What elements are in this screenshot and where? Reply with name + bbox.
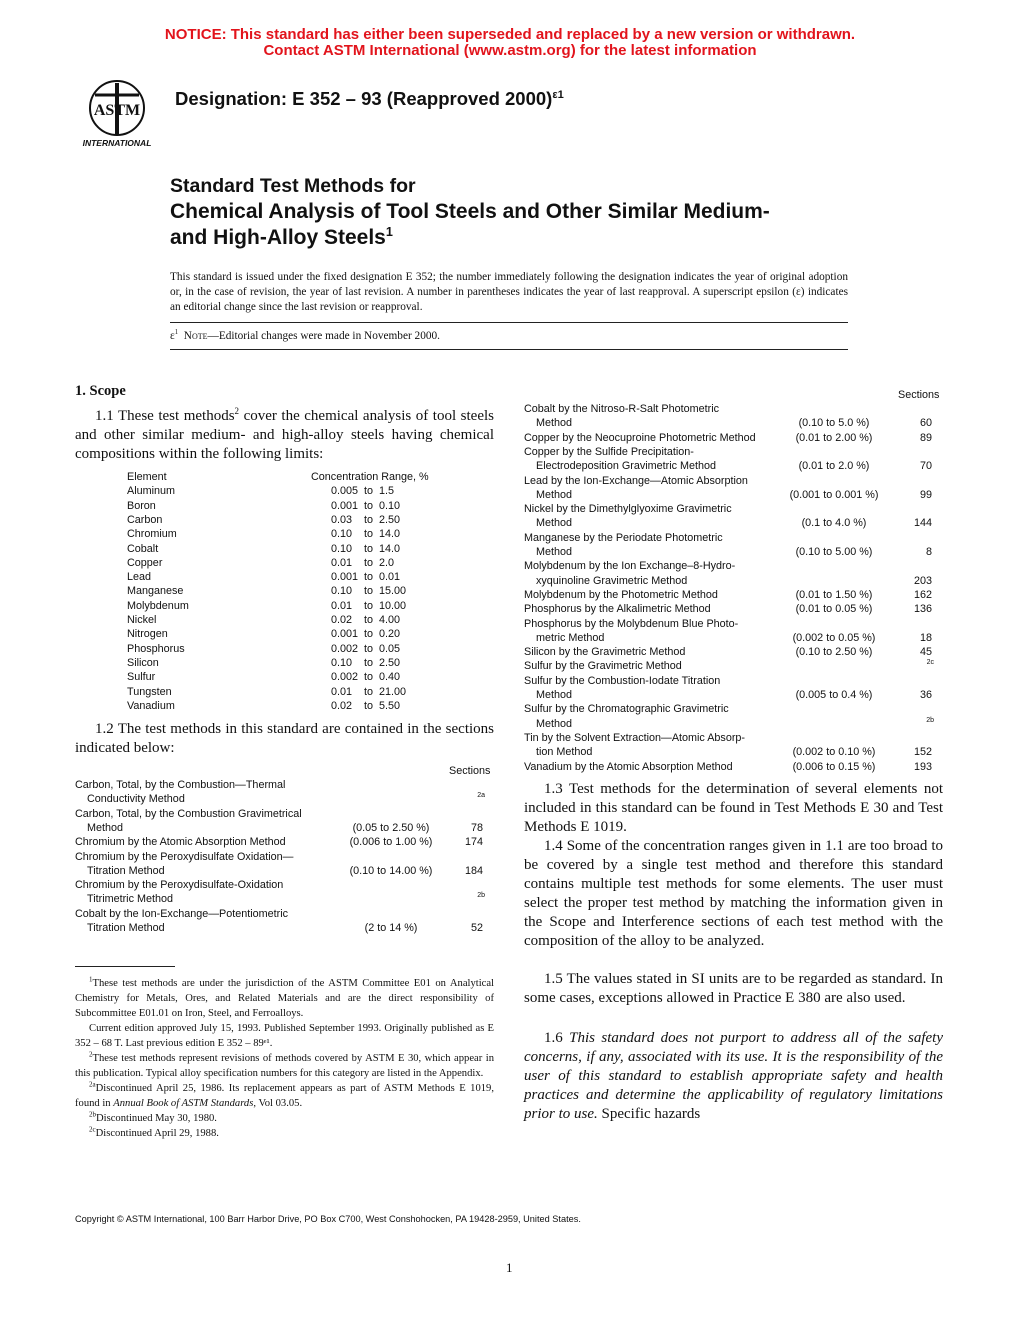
copyright: Copyright © ASTM International, 100 Barr Harbor Drive, PO Box C700, West Conshohocken, PA 19428-2959, United States. bbox=[75, 1214, 581, 1224]
method-name-cont: tion Method bbox=[536, 746, 593, 759]
method-range: (0.10 to 5.0 %) bbox=[798, 417, 870, 430]
limits-low: 0.001 bbox=[331, 628, 359, 641]
limits-high: 2.0 bbox=[379, 556, 395, 569]
limits-low: 0.005 bbox=[331, 485, 359, 498]
footnote bbox=[75, 976, 494, 1021]
method-name-cont: Method bbox=[87, 821, 124, 834]
limits-element: Aluminum bbox=[127, 485, 176, 498]
page-number: 1 bbox=[506, 1260, 513, 1275]
footnote-tail: , Vol 03.05. bbox=[253, 1098, 303, 1109]
limits-to: to bbox=[364, 585, 374, 598]
method-section: 174 bbox=[464, 836, 483, 849]
method-name: Manganese by the Periodate Photometric bbox=[524, 531, 723, 544]
method-range: (0.10 to 2.50 %) bbox=[795, 646, 873, 659]
method-range: (0.006 to 1.00 %) bbox=[349, 836, 433, 849]
footnote bbox=[75, 1111, 494, 1126]
limits-high: 4.00 bbox=[379, 614, 401, 626]
limits-to: to bbox=[364, 671, 374, 684]
limits-element: Nickel bbox=[127, 614, 157, 626]
limits-high: 0.05 bbox=[379, 642, 401, 655]
method-name: Carbon, Total, by the Combustion Gravimetrical bbox=[75, 807, 302, 820]
method-range: (0.01 to 0.05 %) bbox=[795, 603, 873, 616]
limits-low: 0.001 bbox=[331, 571, 359, 584]
footnote bbox=[75, 1081, 494, 1111]
limits-to: to bbox=[364, 499, 374, 512]
limits-to: to bbox=[364, 528, 374, 541]
method-section: 70 bbox=[919, 460, 932, 473]
method-range: (0.10 to 14.00 %) bbox=[349, 864, 433, 877]
method-range: (0.001 to 0.001 %) bbox=[789, 488, 879, 501]
method-section: 203 bbox=[913, 574, 932, 587]
limits-element: Carbon bbox=[127, 513, 163, 526]
limits-low: 0.02 bbox=[331, 614, 353, 626]
limits-to: to bbox=[364, 642, 374, 655]
method-range: (0.002 to 0.10 %) bbox=[792, 746, 876, 759]
divider-top bbox=[170, 322, 848, 323]
method-section: 144 bbox=[913, 517, 932, 530]
limits-element: Silicon bbox=[127, 656, 159, 669]
limits-high: 15.00 bbox=[379, 585, 407, 598]
limits-high: 14.0 bbox=[379, 528, 401, 541]
limits-low: 0.01 bbox=[331, 685, 353, 698]
limits-low: 0.01 bbox=[331, 599, 353, 612]
title-line-1: Standard Test Methods for bbox=[170, 175, 416, 197]
method-name: Phosphorus by the Molybdenum Blue Photo- bbox=[524, 617, 739, 630]
limits-element: Manganese bbox=[127, 585, 184, 598]
limits-to: to bbox=[364, 485, 374, 498]
footnote-rule bbox=[75, 966, 175, 967]
paragraph-1-3: 1.3 Test methods for the determination of several elements not included in this standard can be found in Test Methods E 30 and Test Methods E 1019. bbox=[524, 781, 943, 835]
limits-high: 2.50 bbox=[379, 513, 401, 526]
limits-low: 0.10 bbox=[331, 528, 353, 541]
method-name-cont: Method bbox=[536, 717, 573, 730]
astm-logo bbox=[75, 75, 160, 150]
method-name: Cobalt by the Nitroso-R-Salt Photometric bbox=[524, 403, 720, 415]
title-main bbox=[170, 199, 870, 251]
method-name: Copper by the Sulfide Precipitation- bbox=[524, 445, 694, 458]
limits-low: 0.02 bbox=[331, 699, 353, 712]
footnote-text: These test methods represent revisions of methods covered by ASTM E 30, which appear in this publication. Typical alloy specification numbers for this category are listed in the Appendix. bbox=[75, 1053, 494, 1079]
limits-to: to bbox=[364, 513, 374, 526]
method-name: Chromium by the Peroxydisulfate-Oxidation bbox=[75, 879, 284, 892]
limits-to: to bbox=[364, 571, 374, 584]
limits-to: to bbox=[364, 542, 374, 555]
limits-element: Cobalt bbox=[127, 542, 159, 555]
method-name-cont: Method bbox=[536, 546, 573, 558]
limits-low: 0.001 bbox=[331, 499, 359, 512]
designation: Designation: E 352 – 93 (Reapproved 2000)$^{\varepsilon 1}$ bbox=[175, 88, 564, 109]
limits-high: 0.01 bbox=[379, 571, 401, 584]
limits-high: 0.10 bbox=[379, 499, 401, 512]
limits-header-element: Element bbox=[127, 471, 167, 483]
method-name: Copper by the Neocuproine Photometric Method bbox=[524, 431, 756, 444]
method-range: (0.1 to 4.0 %) bbox=[801, 517, 867, 530]
method-name: Silicon by the Gravimetric Method bbox=[524, 646, 686, 659]
limits-low: 0.01 bbox=[331, 556, 353, 569]
title-line-2: Chemical Analysis of Tool Steels and Other Similar Medium- bbox=[170, 200, 770, 223]
limits-high: 2.50 bbox=[379, 656, 401, 669]
method-name-cont: metric Method bbox=[536, 631, 605, 644]
limits-high: 5.50 bbox=[379, 699, 401, 712]
method-range: (0.01 to 2.0 %) bbox=[798, 460, 870, 473]
footnote-text: Discontinued April 25, 1986. Its replacement appears as part of ASTM Methods E 1019, found in bbox=[75, 1083, 494, 1109]
method-name-cont: Titration Method bbox=[87, 864, 165, 877]
method-name-cont: Method bbox=[536, 689, 573, 701]
paragraph-1-6: 1.6 This standard does not purport to address all of the safety concerns, if any, associated with its use. It is the responsibility of the user of this standard to establish appropriate safety and health practices and determine the applicability of regulatory limitations prior to use. Specific hazards bbox=[524, 1030, 944, 1122]
limits-to: to bbox=[364, 699, 374, 712]
footnote-italic: Annual Book of ASTM Standards bbox=[113, 1098, 254, 1109]
limits-element: Chromium bbox=[127, 528, 177, 541]
limits-low: 0.002 bbox=[331, 642, 359, 655]
footnote-text: These test methods are under the jurisdiction of the ASTM Committee E01 on Analytical Chemistry for Metals, Ores, and Related Materials and are the direct responsibility of Subcommittee E01.01 on Iron, Steel, and Ferroalloys. bbox=[75, 978, 494, 1019]
method-section: 162 bbox=[913, 588, 932, 601]
method-range: (0.005 to 0.4 %) bbox=[795, 689, 873, 701]
paragraph-1-4: 1.4 Some of the concentration ranges given in 1.1 are too broad to be covered by a single test method and therefore this standard contains multiple test methods for some elements. The user must select the proper test method by matching the information given in the Scope and Interference sections of each test method with the composition of the alloy to be analyzed. bbox=[524, 838, 943, 949]
footnote-mark: 2c bbox=[89, 1125, 96, 1134]
method-section: 18 bbox=[919, 631, 932, 644]
limits-high: 14.0 bbox=[379, 542, 401, 555]
method-section: 2c bbox=[926, 659, 934, 667]
limits-to: to bbox=[364, 628, 374, 641]
designation-sup: ε1 bbox=[552, 88, 564, 101]
footnote bbox=[75, 1126, 494, 1141]
limits-element: Sulfur bbox=[127, 671, 156, 684]
method-section: 193 bbox=[913, 760, 932, 773]
paragraph-1-5: 1.5 The values stated in SI units are to be regarded as standard. In some cases, exceptions allowed in Practice E 380 are also used. bbox=[524, 971, 943, 1006]
limits-to: to bbox=[364, 614, 374, 626]
limits-to: to bbox=[364, 556, 374, 569]
method-section: 89 bbox=[919, 431, 932, 444]
method-name-cont: Titration Method bbox=[87, 922, 165, 934]
method-name-cont: Titrimetric Method bbox=[87, 893, 173, 906]
footnote-text: Current edition approved July 15, 1993. Published September 1993. Originally published as E 352 – 68 T. Last previous edition E 352 – 89ᵉ¹. bbox=[75, 1023, 494, 1049]
notice-line-2: Contact ASTM International (www.astm.org) for the latest information bbox=[263, 42, 757, 59]
method-section: 2b bbox=[926, 716, 934, 724]
footnotes bbox=[75, 976, 494, 1141]
limits-high: 0.40 bbox=[379, 671, 401, 684]
method-section: 136 bbox=[913, 603, 932, 616]
limits-header-range: Concentration Range, % bbox=[311, 471, 429, 483]
limits-element: Tungsten bbox=[127, 685, 172, 698]
method-name: Nickel by the Dimethylglyoxime Gravimetric bbox=[524, 503, 732, 516]
limits-high: 1.5 bbox=[379, 485, 395, 498]
title-line-3: and High-Alloy Steels$^1$ bbox=[170, 225, 393, 249]
method-name: Sulfur by the Chromatographic Gravimetric bbox=[524, 703, 729, 716]
limits-table bbox=[127, 470, 457, 715]
method-section: 36 bbox=[919, 689, 932, 701]
method-section: 184 bbox=[464, 864, 483, 877]
method-name: Sulfur by the Combustion-Iodate Titration bbox=[524, 674, 721, 687]
method-range: (2 to 14 %) bbox=[364, 922, 418, 934]
method-name: Vanadium by the Atomic Absorption Method bbox=[524, 760, 733, 773]
footnote-mark: 2a bbox=[89, 1080, 96, 1089]
footnote-mark: 2 bbox=[89, 1050, 93, 1059]
limits-element: Vanadium bbox=[127, 699, 175, 712]
method-name: Phosphorus by the Alkalimetric Method bbox=[524, 603, 711, 616]
sections-header-left: Sections bbox=[449, 765, 491, 777]
editorial-note: $\varepsilon^1$ Note—Editorial changes were made in November 2000. bbox=[170, 329, 440, 342]
limits-high: 10.00 bbox=[379, 599, 407, 612]
limits-element: Molybdenum bbox=[127, 599, 189, 612]
limits-low: 0.002 bbox=[331, 671, 359, 684]
method-section: 8 bbox=[925, 546, 932, 558]
method-section: 2b bbox=[477, 892, 485, 900]
limits-element: Phosphorus bbox=[127, 642, 185, 655]
method-name: Lead by the Ion-Exchange—Atomic Absorption bbox=[524, 474, 748, 487]
sections-header-right: Sections bbox=[898, 389, 940, 401]
limits-low: 0.10 bbox=[331, 585, 353, 598]
method-name-cont: Electrodeposition Gravimetric Method bbox=[536, 460, 717, 473]
method-range: (0.10 to 5.00 %) bbox=[795, 546, 873, 558]
footnote-text: Discontinued May 30, 1980. bbox=[96, 1113, 217, 1124]
intro-paragraph: This standard is issued under the fixed designation E 352; the number immediately following the designation indicates the year of original adoption or, in the case of revision, the year of last revision. A number in parentheses indicates the year of last reapproval. A superscript epsilon (ε) indicates an editorial change since the last revision or reapproval. bbox=[170, 271, 848, 313]
footnote-mark: 2b bbox=[89, 1110, 96, 1119]
method-section: 99 bbox=[919, 488, 932, 501]
method-name: Chromium by the Atomic Absorption Method bbox=[75, 836, 286, 849]
limits-low: 0.10 bbox=[331, 542, 353, 555]
method-name-cont: Method bbox=[536, 417, 573, 430]
method-name: Chromium by the Peroxydisulfate Oxidation— bbox=[75, 850, 294, 863]
limits-element: Lead bbox=[127, 571, 152, 584]
limits-to: to bbox=[364, 685, 374, 698]
paragraph-1-2: 1.2 The test methods in this standard are contained in the sections indicated below: bbox=[75, 721, 494, 756]
method-name: Molybdenum by the Ion Exchange–8-Hydro- bbox=[524, 560, 736, 573]
divider-bottom bbox=[170, 349, 848, 350]
methods-table-right bbox=[524, 402, 944, 774]
logo-text: ASTM bbox=[93, 102, 141, 119]
limits-high: 21.00 bbox=[379, 685, 407, 698]
method-range: (0.01 to 1.50 %) bbox=[795, 588, 873, 601]
methods-table-left bbox=[75, 778, 495, 938]
logo-caption: INTERNATIONAL bbox=[82, 138, 152, 148]
limits-element: Nitrogen bbox=[127, 628, 168, 641]
section-heading-scope: 1. Scope bbox=[75, 383, 126, 399]
method-name: Cobalt by the Ion-Exchange—Potentiometric bbox=[75, 907, 289, 920]
footnote-mark: 1 bbox=[89, 975, 93, 984]
method-name-cont: Conductivity Method bbox=[87, 793, 185, 806]
limits-low: 0.10 bbox=[331, 656, 353, 669]
limits-element: Copper bbox=[127, 556, 163, 569]
footnote bbox=[75, 1051, 494, 1081]
method-section: 60 bbox=[919, 417, 932, 430]
method-name: Tin by the Solvent Extraction—Atomic Absorp- bbox=[524, 731, 746, 744]
method-section: 2a bbox=[477, 792, 485, 800]
method-range: (0.002 to 0.05 %) bbox=[792, 631, 876, 644]
method-section: 45 bbox=[919, 646, 932, 659]
limits-high: 0.20 bbox=[379, 628, 401, 641]
method-section: 78 bbox=[470, 821, 483, 834]
method-name: Sulfur by the Gravimetric Method bbox=[524, 660, 682, 673]
limits-to: to bbox=[364, 656, 374, 669]
footnote-text: Discontinued April 29, 1988. bbox=[95, 1128, 219, 1139]
method-name: Molybdenum by the Photometric Method bbox=[524, 588, 718, 601]
limits-element: Boron bbox=[127, 499, 156, 512]
method-section: 152 bbox=[913, 746, 932, 759]
method-name-cont: xyquinoline Gravimetric Method bbox=[536, 574, 688, 587]
method-name: Carbon, Total, by the Combustion—Thermal bbox=[75, 779, 286, 791]
method-name-cont: Method bbox=[536, 488, 573, 501]
method-range: (0.05 to 2.50 %) bbox=[352, 821, 430, 834]
limits-low: 0.03 bbox=[331, 513, 353, 526]
method-section: 52 bbox=[470, 922, 483, 934]
method-range: (0.01 to 2.00 %) bbox=[795, 431, 873, 444]
footnote bbox=[75, 1021, 494, 1051]
method-name-cont: Method bbox=[536, 517, 573, 530]
notice-line-1: NOTICE: This standard has either been superseded and replaced by a new version or withdrawn. bbox=[164, 26, 856, 43]
paragraph-1-1: 1.1 These test methods$^2$ cover the chemical analysis of tool steels and other similar medium- and high-alloy steels having chemical compositions within the following limits: bbox=[75, 406, 494, 462]
method-range: (0.006 to 0.15 %) bbox=[792, 760, 876, 773]
limits-to: to bbox=[364, 599, 374, 612]
